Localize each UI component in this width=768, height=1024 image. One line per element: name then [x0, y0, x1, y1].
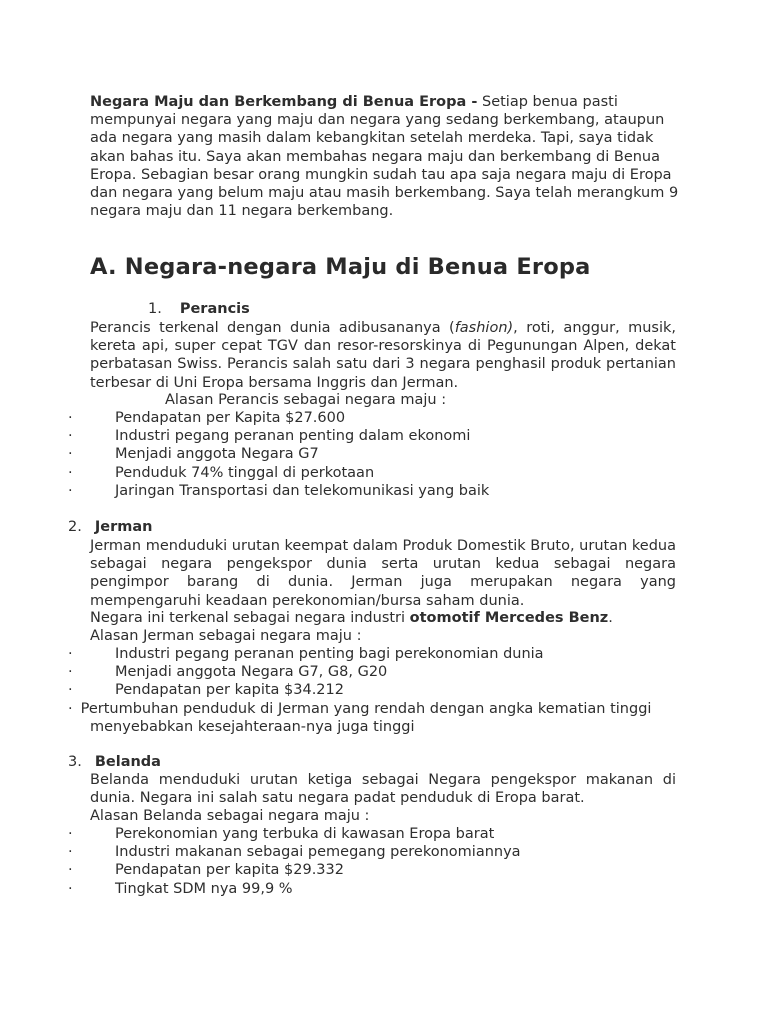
bullet-dot: · [68, 844, 73, 861]
bullet-dot: · [68, 664, 73, 681]
section-1-name: Perancis [179, 301, 250, 317]
bullet-dot: · [68, 428, 73, 445]
section-1-text-em: fashion) [454, 320, 514, 336]
section-3-reason-label: Alasan Belanda sebagai negara maju : [90, 808, 370, 824]
section-2-industry-bold: otomotif Mercedes Benz [409, 610, 609, 626]
section-3-title [68, 753, 161, 771]
section-2-industry-text: Negara ini terkenal sebagai negara industri [90, 610, 410, 626]
bullet-dot: · [68, 410, 73, 426]
section-1-text-a: Perancis terkenal dengan dunia adibusananya ( [90, 320, 455, 336]
section-3-paragraph: Belanda menduduki urutan ketiga sebagai Negara pengekspor makanan di dunia. Negara ini salah satu negara padat penduduk di Eropa barat. [90, 772, 676, 807]
document-page: Negara Maju dan Berkembang di Benua Eropa - Setiap benua pasti mempunyai negara yang maju dan negara yang sedang berkembang, ataupun ada negara yang masih dalam kebangkitan setelah merdeka. Tapi, saya tidak akan bahas itu. Saya akan membahas negara maju dan berkembang di Benua Eropa. Sebagian besar orang mungkin sudah tau apa saja negara maju di Eropa dan negara yang belum maju atau masih berkembang. Saya telah merangkum 9 negara maju dan 11 negara berkembang. A. Negara-negara Maju di Benua Eropa 1. Perancis Perancis terkenal dengan dunia adibusananya (fashion), roti, anggur, musik, kereta api, super cepat TGV dan resor-resorskinya di Pegunungan Alpen, dekat perbatasan Swiss. Perancis salah satu dari 3 negara penghasil produk pertanian terbesar di Uni Eropa bersama Inggris dan Jerman. Alasan Perancis sebagai negara maju : · Pendapatan per Kapita $27.600 · Industri pegang peranan penting dalam ekonomi · Menjadi anggota Negara G7 · Penduduk 74% tinggal di perkotaan · Jaringan Transportasi dan telekomunikasi yang baik 2. Jerman Jerman menduduki urutan keempat dalam Produk Domestik Bruto, urutan kedua sebagai negara pengekspor dunia serta urutan kedua sebagai negara pengimpor barang di dunia. Jerman juga merupakan negara yang mempengaruhi keadaan perekonomian/bursa saham dunia. Negara ini terkenal sebagai negara industri otomotif Mercedes Benz. Alasan Jerman sebagai negara maju : · Industri pegang peranan penting bagi perekonomian dunia · Menjadi anggota Negara G7, G8, G20 · Pendapatan per kapita $34.212 · Pertumbuhan penduduk di Jerman yang rendah dengan angka kematian tinggi menyebabkan kesejahteraan-nya juga tinggi 3. Belanda Belanda menduduki urutan ketiga sebagai Negara pengekspor makanan di dunia. Negara ini salah satu negara padat penduduk di Eropa barat. Alasan Belanda sebagai negara maju : · Perekonomian yang terbuka di kawasan Eropa barat · Industri makanan sebagai pemegang perekonomiannya · Pendapatan per kapita $29.332 · Tingkat SDM nya 99,9 % [68, 94, 679, 897]
section-2-industry-line [90, 609, 613, 627]
section-2-industry-end: . [608, 610, 613, 626]
bullet-dot: · [68, 464, 73, 481]
section-2-title [68, 518, 152, 536]
section-1-text-b: , roti, anggur, musik, kereta api, super cepat TGV dan resor-resorskinya di Pegunungan Alpen, dekat perbatasan Swiss. Perancis salah satu dari 3 negara penghasil produk pertanian terbesar di Uni Eropa bersama Inggris dan Jerman. [90, 320, 676, 391]
section-2-name: Jerman [94, 519, 153, 535]
bullet-dot: · [68, 482, 73, 499]
section-1-number: 1. [148, 301, 162, 317]
bullet-dot: · [68, 646, 73, 662]
section-3-name: Belanda [94, 754, 161, 770]
section-heading: A. Negara-negara Maju di Benua Eropa [90, 254, 591, 280]
section-2-last-item-line1: Pertumbuhan penduduk di Jerman yang rendah dengan angka kematian tinggi [80, 701, 652, 717]
section-2-reason-label: Alasan Jerman sebagai negara maju : [90, 628, 362, 644]
section-3-number: 3. [68, 754, 82, 770]
section-1-reason-label: Alasan Perancis sebagai negara maju : [165, 392, 447, 408]
intro-lead: Negara Maju dan Berkembang di Benua Eropa - [90, 94, 478, 110]
bullet-dot: · [68, 862, 73, 879]
bullet-dot: · [68, 682, 73, 699]
section-2-last-item-line2: menyebabkan kesejahteraan-nya juga tinggi [90, 719, 415, 735]
intro-paragraph [90, 93, 680, 220]
section-2-number: 2. [68, 519, 82, 535]
section-1-paragraph [90, 319, 676, 392]
section-2-last-item [68, 700, 651, 718]
bullet-dot: · [68, 826, 73, 842]
section-1-title [148, 300, 250, 318]
intro-text: Setiap benua pasti mempunyai negara yang maju dan negara yang sedang berkembang, ataupun ada negara yang masih dalam kebangkitan setelah merdeka. Tapi, saya tidak akan bahas itu. Saya akan membahas negara maju dan berkembang di Benua Eropa. Sebagian besar orang mungkin sudah tau apa saja negara maju di Eropa dan negara yang belum maju atau masih berkembang. Saya telah merangkum 9 negara maju dan 11 negara berkembang. [90, 94, 679, 220]
bullet-dot: · [68, 446, 73, 463]
section-2-paragraph: Jerman menduduki urutan keempat dalam Produk Domestik Bruto, urutan kedua sebagai negara pengekspor dunia serta urutan kedua sebagai negara pengimpor barang di dunia. Jerman juga merupakan negara yang mempengaruhi keadaan perekonomian/bursa saham dunia. [90, 538, 676, 609]
bullet-dot: · [68, 880, 73, 897]
bullet-dot: · [68, 701, 73, 717]
